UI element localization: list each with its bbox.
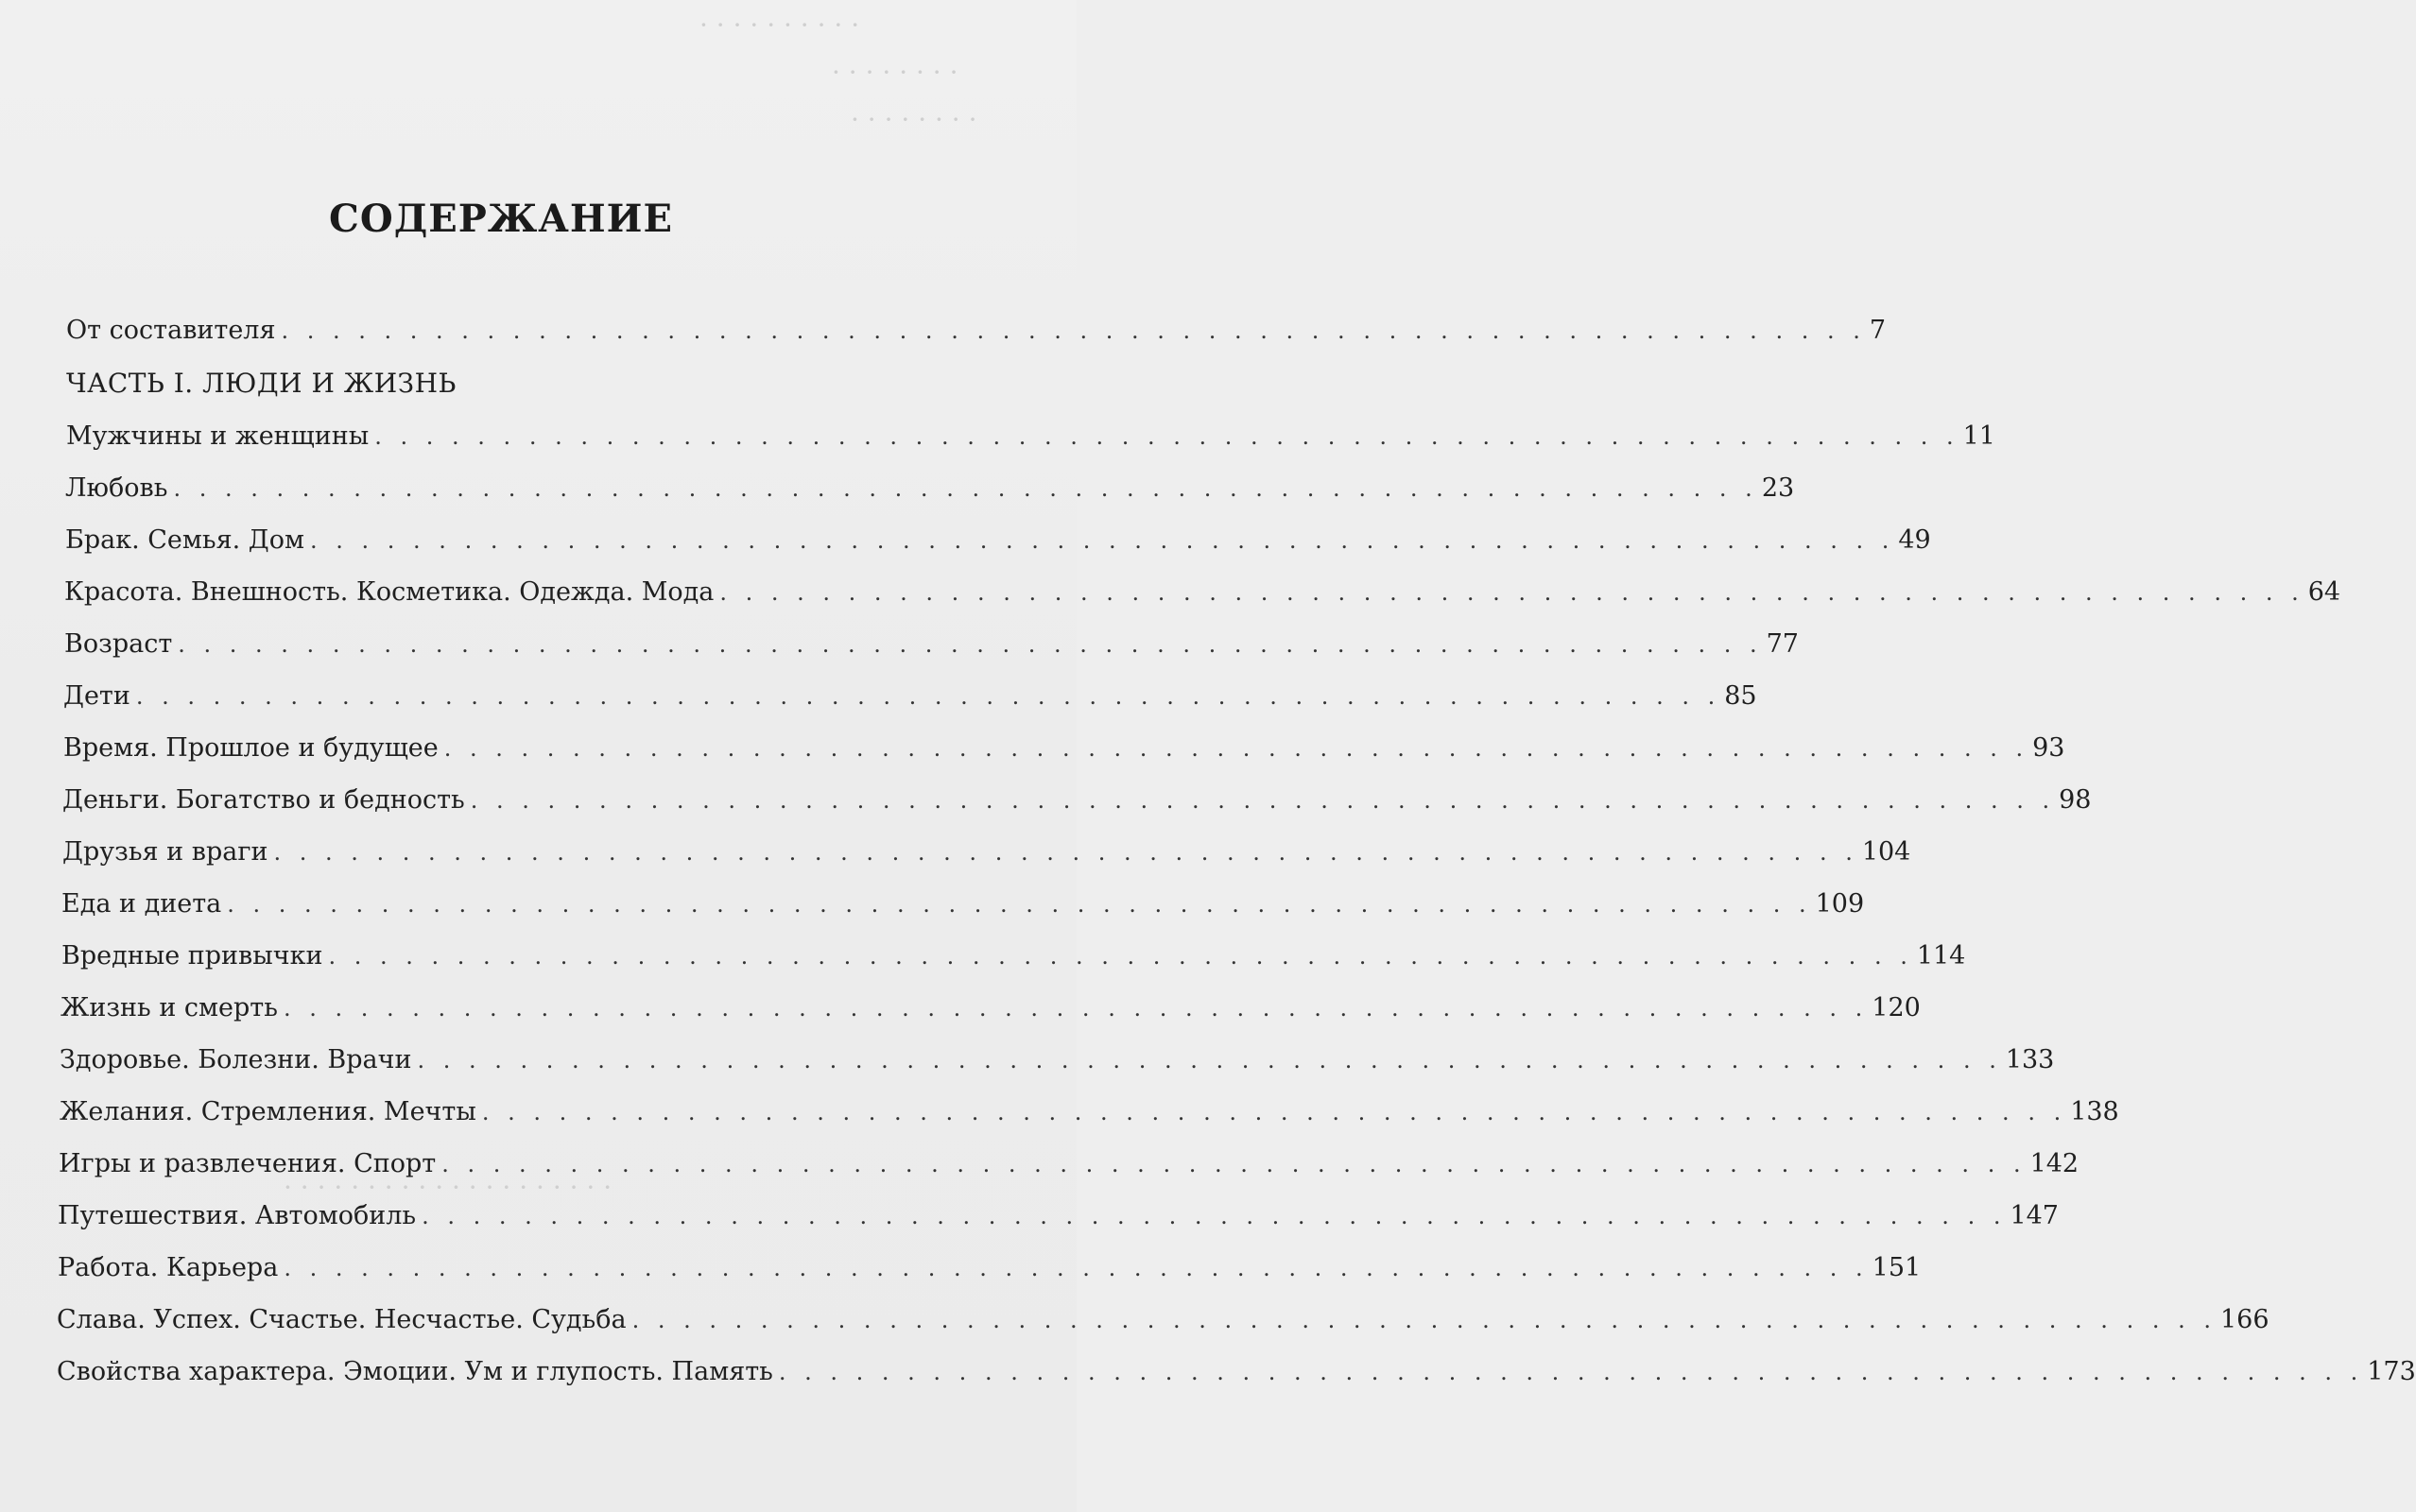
leader-dots: . . . . . . . . . . . . . . . . . . . . . . . . . . . . . . . . . . . . . . . . . . . . . . . . . . . . . . . . . . . . . . <box>470 787 2056 814</box>
toc-entry-12[interactable] <box>60 989 1921 1027</box>
leader-dots: . . . . . . . . . . . . . . . . . . . . . . . . . . . . . . . . . . . . . . . . . . . . . . . . . . . . . . . . . . . . . . <box>328 943 1913 970</box>
leader-dots: . . . . . . . . . . . . . . . . . . . . . . . . . . . . . . . . . . . . . . . . . . . . . . . . . . . . . . . . . . . . . . <box>374 423 1959 450</box>
toc-entry-label: Игры и развлечения. Спорт <box>59 1149 437 1178</box>
leader-dots: . . . . . . . . . . . . . . . . . . . . . . . . . . . . . . . . . . . . . . . . . . . . . . . . . . . . . . . . . . . . . . <box>631 1307 2217 1333</box>
toc-entry-14[interactable] <box>60 1093 2119 1131</box>
part-heading: ЧАСТЬ I. ЛЮДИ И ЖИЗНЬ <box>66 368 457 399</box>
leader-dots: . . . . . . . . . . . . . . . . . . . . . . . . . . . . . . . . . . . . . . . . . . . . . . . . . . . . . . . . . . . . . . <box>284 1255 1869 1281</box>
toc-entry-16[interactable] <box>58 1197 2059 1235</box>
leader-dots: . . . . . . . . . . . . . . . . . . . . . . . . . . . . . . . . . . . . . . . . . . . . . . . . . . . . . . . . . . . . . . <box>281 318 1866 344</box>
toc-entry-15[interactable] <box>59 1145 2079 1183</box>
toc-entry-page: 49 <box>1898 525 1931 555</box>
toc-entry-label: Слава. Успех. Счастье. Несчастье. Судьба <box>57 1305 627 1334</box>
toc-entry-page: 114 <box>1916 941 1966 971</box>
toc-entry-page: 173 <box>2367 1357 2416 1386</box>
toc-entry-2[interactable] <box>65 470 1795 507</box>
leader-dots: . . . . . . . . . . . . . . . . . . . . . . . . . . . . . . . . . . . . . . . . . . . . . . . . . . . . . . . . . . . . . . <box>135 683 1721 710</box>
toc-entry-page: 98 <box>2059 785 2092 815</box>
toc-entry-19[interactable] <box>57 1353 2416 1391</box>
toc-entry-page: 133 <box>2005 1045 2055 1074</box>
toc-entry-page: 7 <box>1869 316 1887 345</box>
toc-entry-label: Брак. Семья. Дом <box>65 525 305 555</box>
toc-entry-page: 109 <box>1815 889 1865 919</box>
leader-dots: . . . . . . . . . . . . . . . . . . . . . . . . . . . . . . . . . . . . . . . . . . . . . . . . . . . . . . . . . . . . . . <box>227 891 1812 918</box>
toc-entry-label: Друзья и враги <box>62 837 268 867</box>
toc-entry-page: 142 <box>2029 1149 2079 1178</box>
toc-entry-5[interactable] <box>64 626 1799 663</box>
toc-entry-3[interactable] <box>65 522 1931 559</box>
toc-entry-9[interactable] <box>62 833 1911 871</box>
toc-entry-4[interactable] <box>64 574 2341 611</box>
leader-dots: . . . . . . . . . . . . . . . . . . . . . . . . . . . . . . . . . . . . . . . . . . . . . . . . . . . . . . . . . . . . . . <box>441 1151 2027 1177</box>
leader-dots: . . . . . . . . . . . . . . . . . . . . . . . . . . . . . . . . . . . . . . . . . . . . . . . . . . . . . . . . . . . . . . <box>273 839 1858 866</box>
toc-entry-label: Желания. Стремления. Мечты <box>60 1097 476 1126</box>
toc-entry-10[interactable] <box>61 885 1865 923</box>
page-title: СОДЕРЖАНИЕ <box>329 197 673 241</box>
toc-entry-page: 104 <box>1861 837 1911 867</box>
toc-entry-label: Путешествия. Автомобиль <box>58 1201 417 1230</box>
toc-entry-page: 23 <box>1761 473 1795 503</box>
toc-entry-page: 77 <box>1766 629 1799 659</box>
toc-entry-label: Красота. Внешность. Косметика. Одежда. Мода <box>64 577 715 607</box>
toc-entry-1[interactable] <box>66 418 1995 455</box>
toc-entry-label: Любовь <box>65 473 168 503</box>
toc-entry-page: 166 <box>2219 1305 2269 1334</box>
toc-entry-label: Вредные привычки <box>61 941 323 971</box>
toc-entry-6[interactable] <box>63 678 1757 715</box>
toc-entry-label: Деньги. Богатство и бедность <box>62 785 465 815</box>
leader-dots: . . . . . . . . . . . . . . . . . . . . . . . . . . . . . . . . . . . . . . . . . . . . . . . . . . . . . . . . . . . . . . <box>719 579 2304 606</box>
leader-dots: . . . . . . . . . . . . . . . . . . . . . . . . . . . . . . . . . . . . . . . . . . . . . . . . . . . . . . . . . . . . . . <box>283 995 1869 1022</box>
toc-entry-page: 151 <box>1872 1253 1922 1282</box>
toc-entry-label: Свойства характера. Эмоции. Ум и глупость. Память <box>57 1357 773 1386</box>
toc-entry-page: 85 <box>1724 681 1757 711</box>
toc-entry-13[interactable] <box>60 1041 2055 1079</box>
show-through-background: · · · · · · · · · · · · · · · · · · · · · · · · · · · · · · · · · · · · · · · · · · · · · · <box>284 9 977 1203</box>
toc-entry-page: 93 <box>2032 733 2065 763</box>
toc-entry-7[interactable] <box>63 730 2065 767</box>
toc-entry-label: Работа. Карьера <box>58 1253 279 1282</box>
leader-dots: . . . . . . . . . . . . . . . . . . . . . . . . . . . . . . . . . . . . . . . . . . . . . . . . . . . . . . . . . . . . . . <box>173 475 1758 502</box>
leader-dots: . . . . . . . . . . . . . . . . . . . . . . . . . . . . . . . . . . . . . . . . . . . . . . . . . . . . . . . . . . . . . . <box>443 735 2029 762</box>
leader-dots: . . . . . . . . . . . . . . . . . . . . . . . . . . . . . . . . . . . . . . . . . . . . . . . . . . . . . . . . . . . . . . <box>422 1203 2007 1229</box>
leader-dots: . . . . . . . . . . . . . . . . . . . . . . . . . . . . . . . . . . . . . . . . . . . . . . . . . . . . . . . . . . . . . . <box>778 1359 2364 1385</box>
leader-dots: . . . . . . . . . . . . . . . . . . . . . . . . . . . . . . . . . . . . . . . . . . . . . . . . . . . . . . . . . . . . . . <box>417 1047 2002 1074</box>
toc-entry-page: 147 <box>2010 1201 2059 1230</box>
toc-entry-label: Жизнь и смерть <box>60 993 278 1022</box>
toc-entry-label: Мужчины и женщины <box>66 421 370 451</box>
leader-dots: . . . . . . . . . . . . . . . . . . . . . . . . . . . . . . . . . . . . . . . . . . . . . . . . . . . . . . . . . . . . . . <box>310 527 1895 554</box>
toc-entry-8[interactable] <box>62 782 2092 819</box>
toc-entry-label: Дети <box>63 681 130 711</box>
leader-dots: . . . . . . . . . . . . . . . . . . . . . . . . . . . . . . . . . . . . . . . . . . . . . . . . . . . . . . . . . . . . . . <box>178 631 1763 658</box>
toc-entry-page: 138 <box>2070 1097 2119 1126</box>
toc-entry-page: 64 <box>2307 577 2341 607</box>
toc-entry-page: 120 <box>1872 993 1921 1022</box>
toc-entry-label: Возраст <box>64 629 173 659</box>
toc-entry-0[interactable] <box>66 312 1887 350</box>
toc-entry-page: 11 <box>1962 421 1995 451</box>
toc-entry-label: Здоровье. Болезни. Врачи <box>60 1045 412 1074</box>
toc-entry-11[interactable] <box>61 937 1966 975</box>
toc-entry-label: Время. Прошлое и будущее <box>63 733 439 763</box>
toc-entry-label: Еда и диета <box>61 889 222 919</box>
toc-entry-18[interactable] <box>57 1301 2269 1339</box>
leader-dots: . . . . . . . . . . . . . . . . . . . . . . . . . . . . . . . . . . . . . . . . . . . . . . . . . . . . . . . . . . . . . . <box>481 1099 2067 1125</box>
toc-entry-17[interactable] <box>58 1249 1922 1287</box>
toc-entry-label: От составителя <box>66 316 276 345</box>
